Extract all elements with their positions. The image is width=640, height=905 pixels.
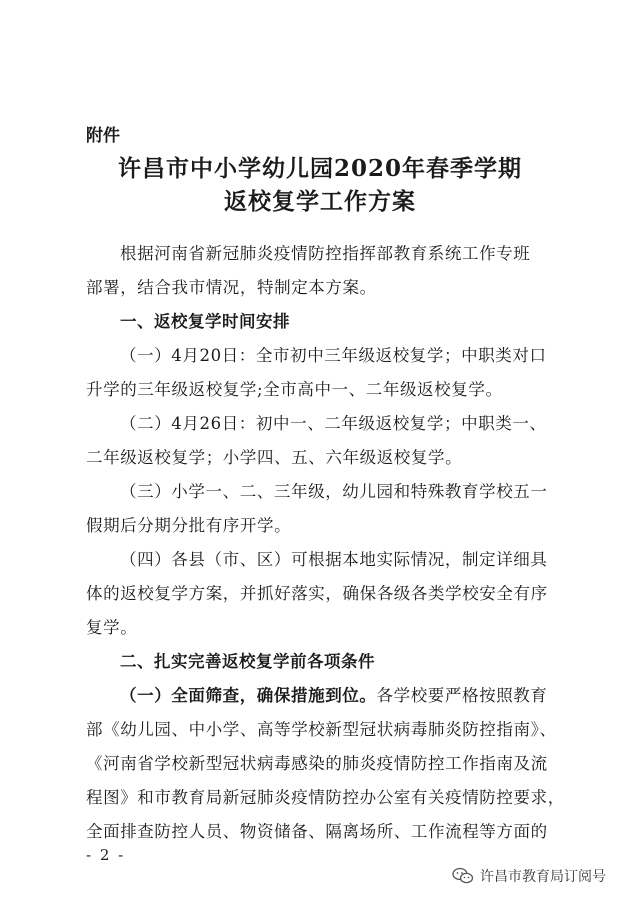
section-2-heading: 二、扎实完善返校复学前各项条件 (120, 652, 375, 671)
intro-line-2: 部署，结合我市情况，特制定本方案。 (86, 278, 377, 297)
section-1-item-3-line-1: （三）小学一、二、三年级，幼儿园和特殊教育学校五一 (120, 482, 548, 501)
wechat-icon (452, 867, 474, 885)
section-2-item-1-line-3: 《河南省学校新型冠状病毒感染的肺炎疫情防控工作指南及流 (86, 754, 548, 773)
section-2-item-1-line-5: 全面排查防控人员、物资储备、隔离场所、工作流程等方面的 (86, 822, 548, 841)
section-1-item-4-line-2: 体的返校复学方案，并抓好落实，确保各级各类学校安全有序 (86, 584, 548, 603)
document-title-line-1: 许昌市中小学幼儿园2020年春季学期 (117, 155, 522, 182)
section-1-item-2-line-1: （二）4月26日：初中一、二年级返校复学；中职类一、 (120, 414, 547, 433)
document-title-line-2: 返校复学工作方案 (224, 188, 416, 215)
section-2-item-1-line-4: 程图》和市教育局新冠肺炎疫情防控办公室有关疫情防控要求， (86, 788, 565, 807)
watermark (452, 866, 606, 886)
section-1-item-1-line-2: 升学的三年级返校复学;全市高中一、二年级返校复学。 (86, 380, 503, 399)
section-2-item-1-text: 各学校要严格按照教育 (376, 686, 548, 705)
section-1-item-3-line-2: 假期后分期分批有序开学。 (86, 516, 292, 535)
section-1-item-4-line-3: 复学。 (86, 618, 138, 637)
watermark-text: 许昌市教育局订阅号 (480, 869, 606, 885)
section-1-item-1-line-1: （一）4月20日：全市初中三年级返校复学；中职类对口 (120, 346, 547, 365)
page-number: - 2 - (86, 846, 126, 864)
section-1-item-4-line-1: （四）各县（市、区）可根据本地实际情况，制定详细具 (120, 550, 548, 569)
section-2-item-1-line-2: 部《幼儿园、中小学、高等学校新型冠状病毒肺炎防控指南》、 (86, 720, 557, 739)
attachment-label: 附件 (86, 126, 120, 146)
section-2-item-1-emphasis: （一）全面筛查，确保措施到位。 (120, 686, 377, 705)
intro-line-1: 根据河南省新冠肺炎疫情防控指挥部教育系统工作专班 (120, 244, 531, 263)
section-1-heading: 一、返校复学时间安排 (120, 312, 290, 331)
section-1-item-2-line-2: 二年级返校复学；小学四、五、六年级返校复学。 (86, 448, 463, 467)
section-2-item-1-line-1 (120, 682, 606, 706)
